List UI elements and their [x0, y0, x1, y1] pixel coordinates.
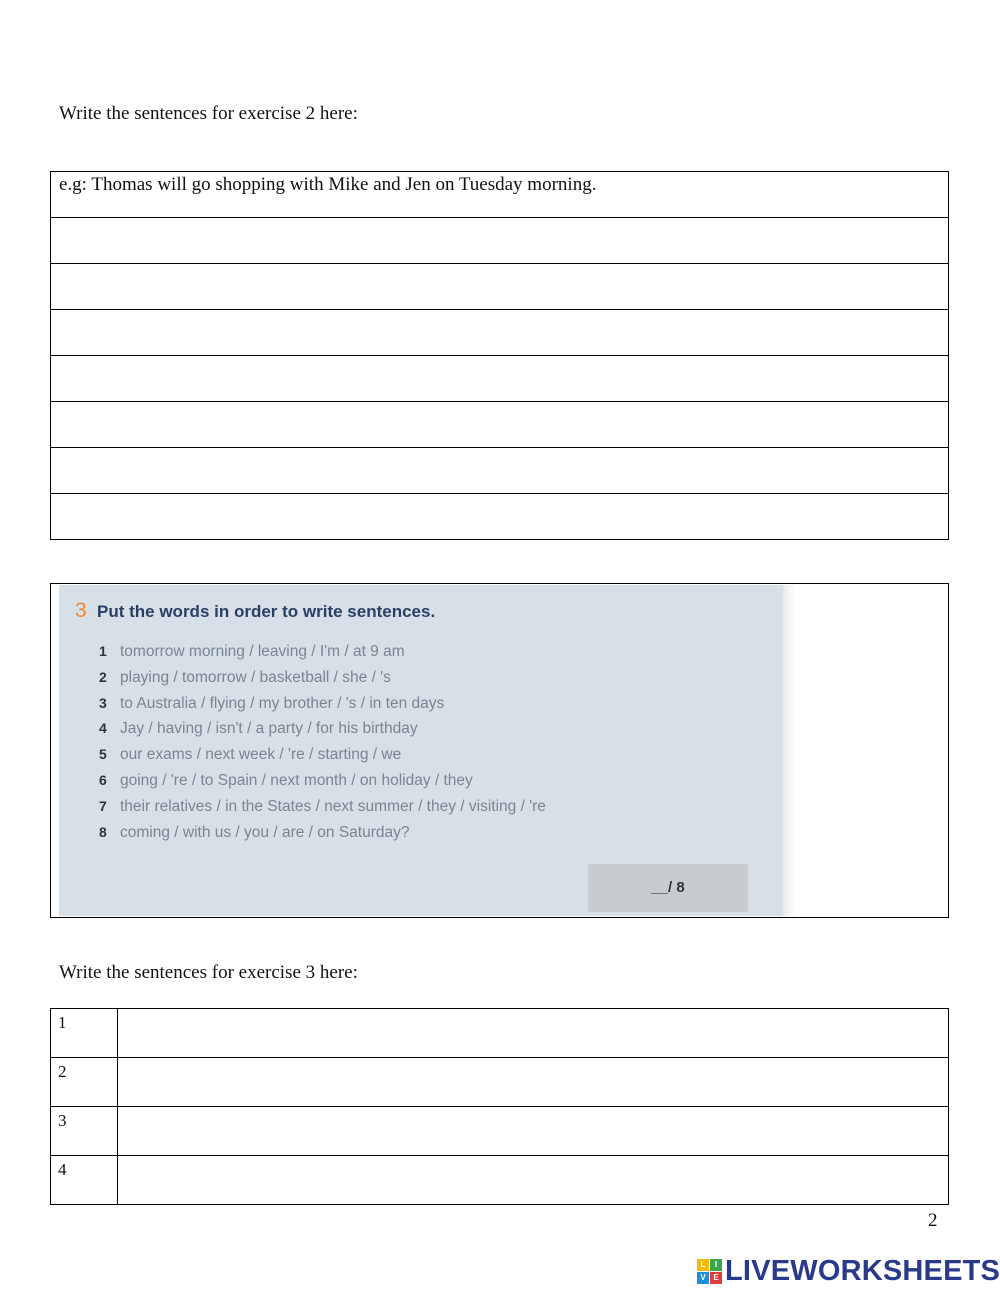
answer-cell-example [51, 172, 949, 218]
item-text: playing / tomorrow / basketball / she / 's [120, 668, 391, 686]
brand-logo [697, 1256, 1000, 1286]
table-row [51, 172, 949, 218]
answer-text [59, 218, 948, 219]
item-number: 2 [99, 668, 107, 685]
answer-text [59, 494, 948, 495]
answer-cell[interactable] [118, 1009, 949, 1058]
exercise-items-list [99, 641, 546, 847]
exercise-number: 3 [75, 599, 87, 622]
exercise-3-answer-table [50, 1008, 949, 1205]
table-row [51, 402, 949, 448]
answer-cell[interactable] [51, 448, 949, 494]
brand-text: LIVEWORKSHEETS [725, 1255, 1000, 1287]
item-text: Jay / having / isn't / a party / for his birthday [120, 720, 418, 738]
table-row [51, 1058, 949, 1107]
table-row [51, 264, 949, 310]
table-row [51, 218, 949, 264]
row-number: 2 [51, 1058, 118, 1107]
item-text: our exams / next week / 're / starting / we [120, 746, 402, 764]
table-row [51, 356, 949, 402]
item-number: 1 [99, 643, 107, 659]
answer-text [59, 310, 948, 311]
item-text: their relatives / in the States / next summer / they / visiting / 're [120, 797, 546, 815]
list-item [99, 770, 546, 796]
page-number: 2 [928, 1210, 938, 1231]
answer-cell[interactable] [118, 1107, 949, 1156]
table-row [51, 1009, 949, 1058]
table-row [51, 494, 949, 540]
answer-cell[interactable] [118, 1156, 949, 1205]
table-row [51, 1156, 949, 1205]
list-item [99, 641, 546, 667]
answer-text [59, 356, 948, 357]
row-number: 4 [51, 1156, 118, 1205]
item-number: 7 [99, 797, 107, 814]
exercise-3-heading: Write the sentences for exercise 3 here: [59, 962, 358, 983]
item-number: 5 [99, 746, 107, 763]
exercise-3-panel [59, 585, 783, 916]
answer-cell[interactable] [51, 310, 949, 356]
logo-tile-l: L [697, 1259, 709, 1271]
exercise-2-answer-table [50, 171, 949, 540]
liveworksheets-logo-icon [697, 1259, 722, 1284]
exercise-2-heading: Write the sentences for exercise 2 here: [59, 103, 358, 124]
table-row [51, 1107, 949, 1156]
answer-cell[interactable] [51, 264, 949, 310]
item-text: going / 're / to Spain / next month / on holiday / they [120, 771, 473, 789]
answer-text [59, 264, 948, 265]
answer-cell[interactable] [51, 356, 949, 402]
logo-tile-e: E [710, 1272, 722, 1284]
table-row [51, 448, 949, 494]
answer-cell[interactable] [51, 402, 949, 448]
item-text: coming / with us / you / are / on Saturday? [120, 823, 410, 841]
answer-cell[interactable] [118, 1058, 949, 1107]
row-number: 3 [51, 1107, 118, 1156]
item-number: 6 [99, 771, 107, 788]
answer-cell[interactable] [51, 218, 949, 264]
item-number: 8 [99, 823, 107, 840]
row-number: 1 [51, 1009, 118, 1058]
list-item [99, 796, 546, 822]
list-item [99, 667, 546, 693]
logo-tile-v: V [697, 1272, 709, 1284]
exercise-title: Put the words in order to write sentences. [97, 602, 436, 621]
answer-cell[interactable] [51, 494, 949, 540]
table-row [51, 310, 949, 356]
item-number: 3 [99, 694, 107, 711]
list-item [99, 718, 546, 744]
example-sentence: e.g: Thomas will go shopping with Mike and Jen on Tuesday morning. [59, 174, 597, 195]
logo-tile-i: I [710, 1259, 722, 1271]
list-item [99, 693, 546, 719]
panel-shadow [783, 585, 795, 916]
item-text: tomorrow morning / leaving / I'm / at 9 am [120, 643, 405, 660]
score-box: __/ 8 [588, 864, 748, 912]
answer-text [59, 402, 948, 403]
list-item [99, 744, 546, 770]
item-text: to Australia / flying / my brother / 's / in ten days [120, 694, 445, 712]
item-number: 4 [99, 720, 107, 737]
answer-text [59, 448, 948, 449]
exercise-3-frame [50, 583, 949, 918]
list-item [99, 822, 546, 848]
